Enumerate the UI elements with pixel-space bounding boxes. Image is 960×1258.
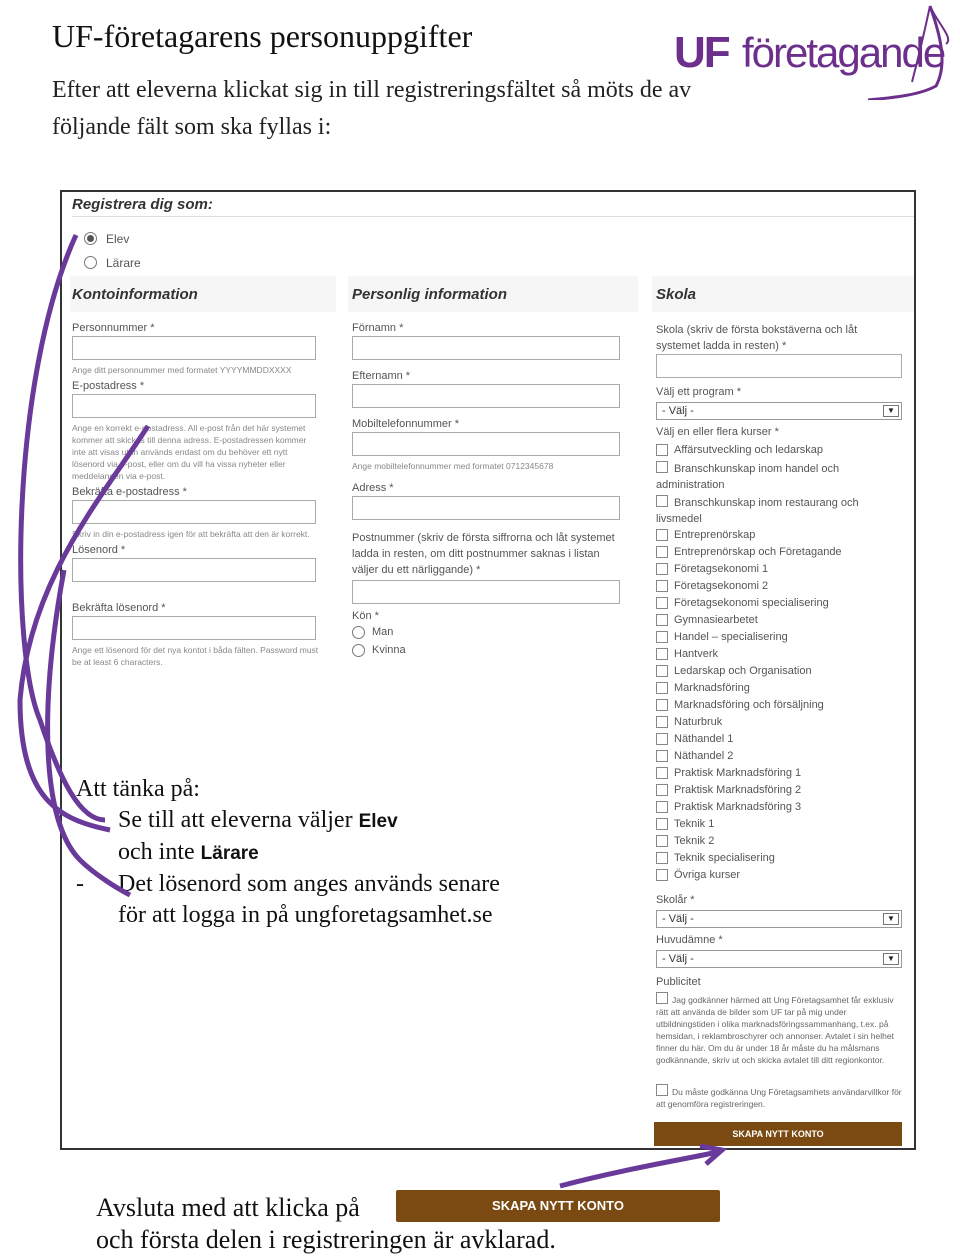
uf-foretagande-logo [668,4,960,100]
logo-uf: UF [674,28,729,77]
program-label: Välj ett program * [656,386,741,398]
confirm-email-input[interactable] [72,500,316,524]
program-select[interactable] [656,402,902,420]
course-checkbox[interactable] [656,869,668,881]
page-title: UF-företagarens personuppgifter [52,18,473,54]
firstname-input[interactable] [352,336,620,360]
footer-line-1: Avsluta med att klicka på [96,1193,360,1222]
personnummer-hint: Ange ditt personnummer med formatet YYYYMMDDXXXX [72,365,292,375]
course-label: Marknadsföring [674,682,750,694]
course-checkbox[interactable] [656,529,668,541]
footer-line-2: och första delen i registreringen är avklarad. [96,1225,556,1254]
chevron-down-icon: ▼ [883,913,899,925]
note-box [76,774,616,931]
intro-text: Efter att eleverna klickat sig in till registreringsfältet så möts de av följande fält som ska fyllas i: [52,77,692,140]
courses-label: Välj en eller flera kurser * [656,426,779,438]
course-label: Handel – specialisering [674,631,788,643]
course-label: Näthandel 2 [674,750,734,762]
course-label: Praktisk Marknadsföring 3 [674,801,802,813]
course-checkbox[interactable] [656,546,668,558]
course-label: Entreprenörskap och Företagande [674,546,842,558]
course-label: Ledarskap och Organisation [674,665,812,677]
role-radio-elev[interactable] [84,232,97,245]
course-checkbox[interactable] [656,648,668,660]
program-select-value: - Välj - [662,405,694,417]
gender-radio-kvinna[interactable] [352,644,365,657]
course-checkbox[interactable] [656,750,668,762]
registration-form-screenshot [60,190,916,1150]
role-label-elev: Elev [106,232,130,246]
email-input[interactable] [72,394,316,418]
course-checkbox[interactable] [656,665,668,677]
year-select-value: - Välj - [662,913,694,925]
firstname-label: Förnamn * [352,322,404,334]
course-checkbox[interactable] [656,614,668,626]
logo-text: företagande [742,29,945,76]
gender-radio-man[interactable] [352,626,365,639]
password-input[interactable] [72,558,316,582]
email-label: E-postadress * [72,380,145,392]
publicity-text: Jag godkänner härmed att Ung Företagsamhet får exklusiv rätt att använda de bilder som UF tar på mig under utbildningstiden i olika marknadsföringssammanhang, t.ex. på hemsidan, i reklambroschyrer och annonser. Avtalet i sin helhet finner du här. Om du är under 18 år måste du ha målsmans godkännande, skriv ut och skicka avtalet till ditt regionkontor. [656,995,894,1065]
chevron-down-icon: ▼ [883,953,899,965]
county-label: Huvudämne * [656,934,723,946]
course-label: Praktisk Marknadsföring 2 [674,784,802,796]
role-label-larare: Lärare [106,256,141,270]
year-select[interactable] [656,910,902,928]
terms-text: Du måste godkänna Ung Företagsamhets användarvillkor för att genomföra registreringen. [656,1087,902,1109]
note-bullet-1: - Se till att eleverna väljer Elev [76,807,398,833]
county-select[interactable] [656,950,902,968]
course-label: Marknadsföring och försäljning [674,699,824,711]
logo-swoosh-icon [668,4,960,100]
confirm-email-hint: Skriv in din e-postadress igen för att bekräfta att den är korrekt. [72,529,310,539]
course-label: Praktisk Marknadsföring 1 [674,767,802,779]
note-larare: Lärare [200,843,259,864]
course-label: Hantverk [674,648,719,660]
publicity-label: Publicitet [656,976,701,988]
school-input[interactable] [656,354,902,378]
course-checkbox[interactable] [656,682,668,694]
gender-label-kvinna: Kvinna [372,644,406,656]
course-checkbox[interactable] [656,631,668,643]
course-checkbox[interactable] [656,580,668,592]
register-as-heading: Registrera dig som: [72,196,213,213]
course-checkbox[interactable] [656,835,668,847]
course-label: Branschkunskap inom handel och administration [656,463,840,491]
course-checkbox[interactable] [656,801,668,813]
note-heading: Att tänka på: [76,776,200,802]
role-radio-larare[interactable] [84,256,97,269]
course-checkbox[interactable] [656,563,668,575]
arrow-submit [560,1152,718,1186]
course-label: Teknik specialisering [674,852,775,864]
personnummer-input[interactable] [72,336,316,360]
password-hint: Ange ett lösenord för det nya kontot i båda fälten. Password must be at least 6 characters. [72,645,319,667]
note-bullet-2: - Det lösenord som anges används senare [76,871,500,897]
mobile-input[interactable] [352,432,620,456]
note-bullet-2-cont: för att logga in på ungforetagsamhet.se [118,902,493,928]
address-label: Adress * [352,482,394,494]
address-input[interactable] [352,496,620,520]
section-school-heading: Skola [656,286,697,303]
section-account-heading: Kontoinformation [72,286,198,303]
confirm-password-input[interactable] [72,616,316,640]
course-checkbox[interactable] [656,444,668,456]
course-label: Teknik 1 [674,818,715,830]
course-checkbox[interactable] [656,716,668,728]
postcode-label: Postnummer (skriv de första siffrorna och låt systemet ladda in resten, om ditt postnummer saknas i listan väljer du ett närliggande) * [352,532,615,576]
lastname-input[interactable] [352,384,620,408]
course-checkbox[interactable] [656,818,668,830]
footer-create-account-button: SKAPA NYTT KONTO [396,1190,720,1222]
course-label: Teknik 2 [674,835,715,847]
confirm-password-label: Bekräfta lösenord * [72,602,166,614]
lastname-label: Efternamn * [352,370,411,382]
postcode-input[interactable] [352,580,620,604]
county-select-value: - Välj - [662,953,694,965]
note-bullet-1-cont-text: och inte [118,839,201,865]
gender-label: Kön * [352,610,379,622]
note-bullet-1-text: Se till att eleverna väljer [118,807,359,833]
course-checkbox[interactable] [656,767,668,779]
course-label: Gymnasiearbetet [674,614,758,626]
mobile-hint: Ange mobiltelefonnummer med formatet 0712345678 [352,461,554,471]
mobile-label: Mobiltelefonnummer * [352,418,459,430]
email-hint: Ange en korrekt e-postadress. All e-post från det här systemet kommer att skickas till denna adress. E-postadressen kommer inte att visas utan används endast om du behöver ett nytt lösenord via e-post, eller om du vill ha vissa nyheter eller meddelanden via e-post. [72,423,307,481]
course-checkbox[interactable] [656,733,668,745]
school-label: Skola (skriv de första bokstäverna och låt systemet ladda in resten) * [656,324,858,352]
password-label: Lösenord * [72,544,126,556]
course-label: Företagsekonomi specialisering [674,597,829,609]
course-label: Affärsutveckling och ledarskap [674,444,823,456]
year-label: Skolår * [656,894,695,906]
course-checkbox[interactable] [656,852,668,864]
gender-label-man: Man [372,626,394,638]
course-label: Företagsekonomi 2 [674,580,769,592]
course-label: Näthandel 1 [674,733,734,745]
course-label: Företagsekonomi 1 [674,563,769,575]
note-bullet-1-cont [76,837,616,869]
course-checkbox[interactable] [656,597,668,609]
course-label: Entreprenörskap [674,529,756,541]
personnummer-label: Personnummer * [72,322,155,334]
course-checkbox[interactable] [656,699,668,711]
chevron-down-icon: ▼ [883,405,899,417]
course-label: Övriga kurser [674,869,741,881]
create-account-button[interactable]: SKAPA NYTT KONTO [654,1122,902,1146]
course-label: Naturbruk [674,716,723,728]
course-label: Branschkunskap inom restaurang och livsmedel [656,497,859,525]
confirm-email-label: Bekräfta e-postadress * [72,486,187,498]
note-bullet-2-text: Det lösenord som anges används senare [118,871,500,897]
section-personal-heading: Personlig information [352,286,508,303]
note-elev: Elev [358,811,398,832]
course-checkbox[interactable] [656,784,668,796]
